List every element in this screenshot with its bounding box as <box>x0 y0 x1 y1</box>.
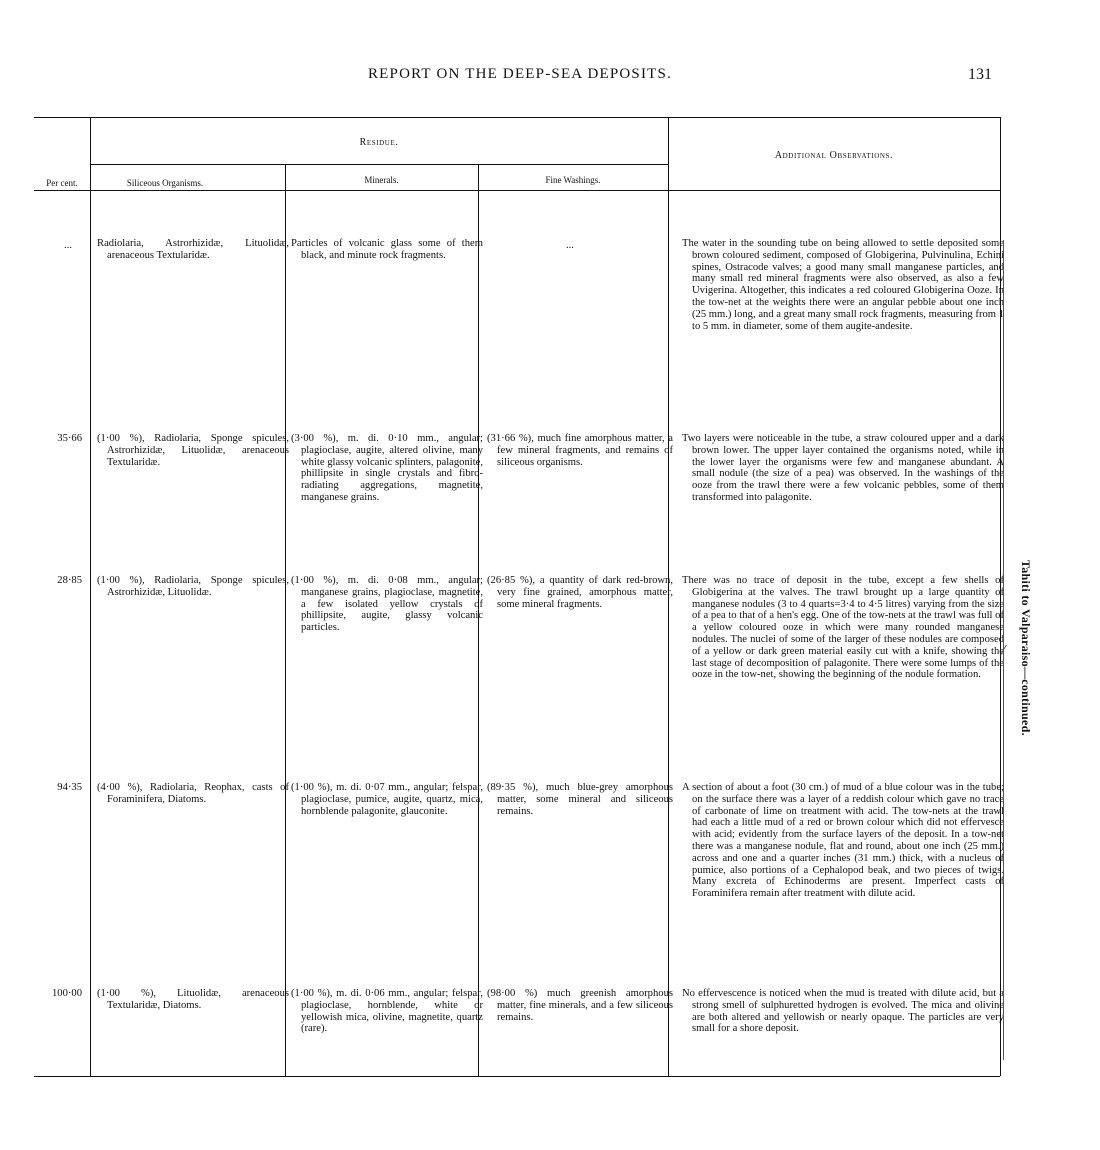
row-4-fine-washings: (89·35 %), much blue-grey amorphous matter, some mineral and siliceous remains. <box>487 782 673 817</box>
table-bottom-rule <box>34 1076 1000 1077</box>
row-3-minerals: (1·00 %), m. di. 0·08 mm., angular; manganese grains, plagioclase, magnetite, a few isolated yellow crystals of phillipsite, augite, glassy volcanic particles. <box>291 575 483 634</box>
row-5-observations: No effervescence is noticed when the mud is treated with dilute acid, but a strong smell of sulphuretted hydrogen is evolved. The mica and olivine are both altered and yellowish or nearly opaque. The particles are very small for a shore deposit. <box>682 988 1004 1035</box>
row-1-fine-washings: ... <box>566 240 574 251</box>
row-2-siliceous: (1·00 %), Radiolaria, Sponge spicules, Astrorhizidæ, Lituolidæ, arenaceous Textularidæ. <box>97 433 289 468</box>
header-residue: Residue. <box>359 137 399 148</box>
col-rule-1 <box>90 117 91 1076</box>
header-siliceous-organisms: Siliceous Organisms. <box>126 178 204 188</box>
row-2-fine-washings: (31·66 %), much fine amorphous matter, a few mineral fragments, and remains of siliceous organisms. <box>487 433 673 468</box>
header-bottom-rule <box>34 190 1000 191</box>
side-label <box>1013 560 1033 750</box>
row-4-observations: A section of about a foot (30 cm.) of mud of a blue colour was in the tube; on the surface there was a layer of a reddish colour which gave no trace of carbonate of lime on treatment with acid. The tow-nets at the trawl had each a little mud of a red or brown colour which did not effervesce with acid; evidently from the surface layers of the deposit. In a tow-net there was a manganese nodule, flat and round, about one inch (25 mm.) across and one and a quarter inches (31 mm.) thick, with a nucleus of pumice, also portions of a Cephalopod beak, and two pieces of twigs. Many excreta of Echinoderms are present. Imperfect casts of Foraminifera remain after treatment with dilute acid. <box>682 782 1004 900</box>
side-label-text: Tahiti to Valparaiso—continued. <box>1019 560 1033 736</box>
row-1-observations: The water in the sounding tube on being allowed to settle deposited some brown coloured sediment, composed of Globigerina, Pulvinulina, Echini spines, Ostracode valves; a good many small manganese particles, and many small red mineral fragments were also observed, as also a few Uvigerina. Altogether, this indicates a red coloured Globigerina Ooze. In the tow-net at the weights there were an angular pebble about one inch (25 mm.) long, and a great many small rock fragments, measuring from 1 to 5 mm. in diameter, some of them augite-andesite. <box>682 238 1004 332</box>
page-number: 131 <box>968 66 992 83</box>
residue-underline <box>90 164 668 165</box>
row-1-percent: ... <box>64 240 72 251</box>
row-4-percent: 94·35 <box>57 782 82 793</box>
row-5-fine-washings: (98·00 %) much greenish amorphous matter, fine minerals, and a few siliceous remains. <box>487 988 673 1023</box>
row-2-observations: Two layers were noticeable in the tube, a straw coloured upper and a dark brown lower. The upper layer contained the organisms noted, while in the lower layer the organisms were few and manganese abundant. A small nodule (the size of a pea) was observed. In the washings of the ooze from the trawl there were a few volcanic pebbles, some of them transformed into palagonite. <box>682 433 1004 503</box>
row-5-percent: 100·00 <box>51 988 82 999</box>
row-3-percent: 28·85 <box>57 575 82 586</box>
row-3-siliceous: (1·00 %), Radiolaria, Sponge spicules, Astrorhizidæ, Lituolidæ. <box>97 575 289 598</box>
running-head <box>0 66 1100 88</box>
row-3-fine-washings: (26·85 %), a quantity of dark red-brown, very fine grained, amorphous matter, some mineral fragments. <box>487 575 673 610</box>
row-4-minerals: (1·00 %), m. di. 0·07 mm., angular; felspar, plagioclase, pumice, augite, quartz, mica, hornblende palagonite, glauconite. <box>291 782 483 817</box>
row-4-siliceous: (4·00 %), Radiolaria, Reophax, casts of Foraminifera, Diatoms. <box>97 782 289 805</box>
row-3-observations: There was no trace of deposit in the tube, except a few shells of Globigerina at the valves. The trawl brought up a large quantity of manganese nodules (3 to 4 quarts=3·4 to 4·5 litres) varying from the size of a pea to that of a hen's egg. One of the tow-nets at the trawl was full of a yellow coloured ooze in which were many rounded manganese nodules. The nuclei of some of the larger of these nodules are composed of a yellow or dark green material easily cut with a knife, showing the last stage of decomposition of palagonite. There were some lumps of the ooze in the tow-net, showing the beginning of the nodule formation. <box>682 575 1004 681</box>
table-top-rule <box>34 117 1000 118</box>
header-additional-observations: Additional Observations. <box>774 150 894 161</box>
col-rule-2 <box>285 164 286 1076</box>
row-1-minerals: Particles of volcanic glass some of them black, and minute rock fragments. <box>291 238 483 261</box>
header-fine-washings: Fine Washings. <box>545 175 601 185</box>
row-1-siliceous: Radiolaria, Astrorhizidæ, Lituolidæ, arenaceous Textularidæ. <box>97 238 289 261</box>
row-5-siliceous: (1·00 %), Lituolidæ, arenaceous Textularidæ, Diatoms. <box>97 988 289 1011</box>
row-2-percent: 35·66 <box>57 433 82 444</box>
header-minerals: Minerals. <box>364 175 399 185</box>
row-5-minerals: (1·00 %), m. di. 0·06 mm., angular; felspar, plagioclase, hornblende, white or yellowish mica, olivine, magnetite, quartz (rare). <box>291 988 483 1035</box>
side-brace <box>1003 240 1012 1060</box>
row-2-minerals: (3·00 %), m. di. 0·10 mm., angular; plagioclase, augite, altered olivine, many white glassy volcanic splinters, palagonite, phillipsite in single crystals and fibro-radiating aggregations, magnetite, manganese grains. <box>291 433 483 503</box>
page-title: REPORT ON THE DEEP-SEA DEPOSITS. <box>367 66 673 82</box>
header-per-cent: Per cent. <box>46 178 78 188</box>
